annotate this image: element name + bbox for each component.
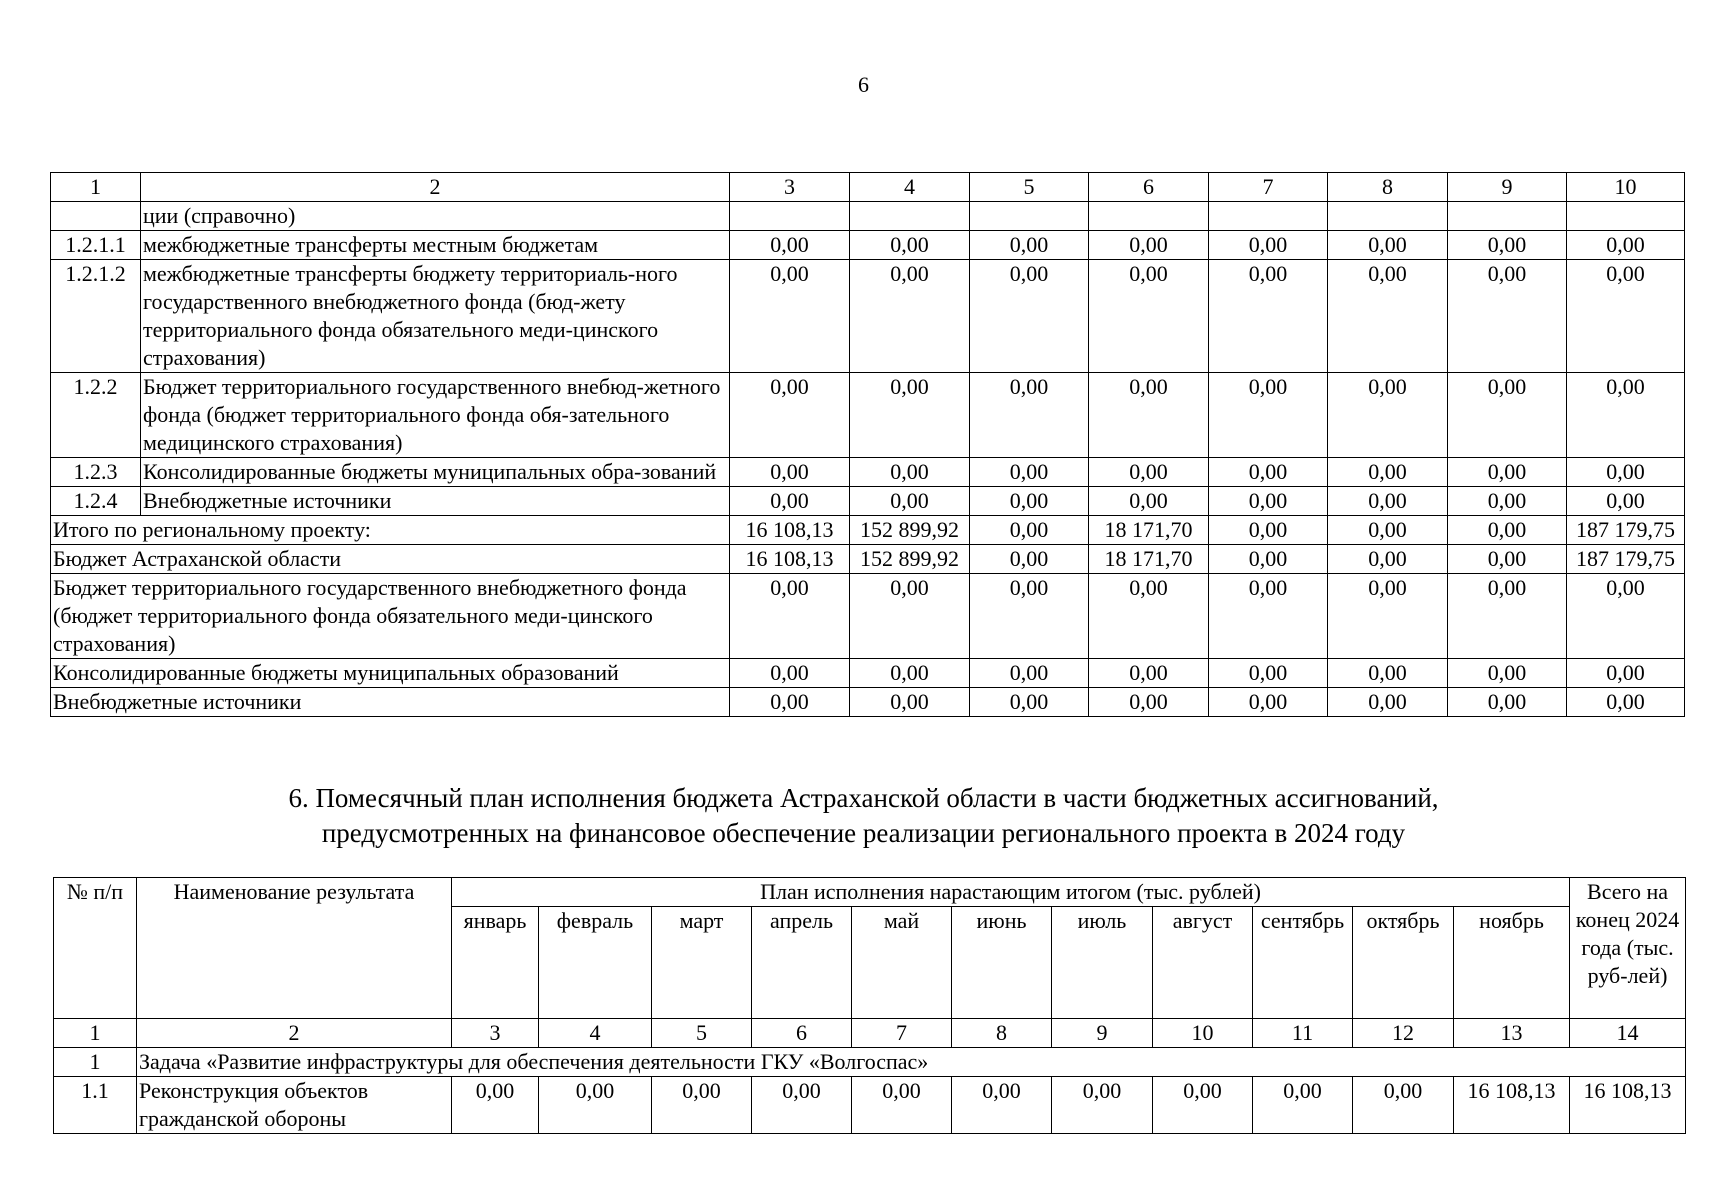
column-number-cell: 6 <box>1089 173 1209 202</box>
month-header: апрель <box>752 907 852 1019</box>
value-cell <box>1567 202 1685 231</box>
summary-name: Бюджет Астраханской области <box>51 545 730 574</box>
month-header: февраль <box>539 907 652 1019</box>
column-number-cell: 1 <box>54 1019 137 1048</box>
header-plan: План исполнения нарастающим итогом (тыс. рублей) <box>452 878 1570 907</box>
value-cell: 0,00 <box>970 659 1089 688</box>
value-cell: 0,00 <box>1209 231 1328 260</box>
header-num: № п/п <box>54 878 137 1019</box>
monthly-plan-table <box>53 877 1686 1134</box>
value-cell: 0,00 <box>1209 260 1328 373</box>
table-row <box>51 260 1685 373</box>
value-cell: 0,00 <box>970 373 1089 458</box>
summary-name: Внебюджетные источники <box>51 688 730 717</box>
value-cell: 0,00 <box>850 231 970 260</box>
row-name: межбюджетные трансферты бюджету территориаль-ного государственного внебюджетного фонда (бюд-жету территориального фонда обязательного меди-цинского страхования) <box>141 260 730 373</box>
value-cell: 0,00 <box>1567 260 1685 373</box>
value-cell: 0,00 <box>1328 659 1448 688</box>
value-cell: 0,00 <box>852 1077 952 1134</box>
summary-name: Бюджет территориального государственного внебюджетного фонда (бюджет территориального фонда обязательного меди-цинского страхования) <box>51 574 730 659</box>
value-cell: 0,00 <box>1448 545 1567 574</box>
column-number-cell: 10 <box>1567 173 1685 202</box>
header-name: Наименование результата <box>137 878 452 1019</box>
column-number-cell: 5 <box>970 173 1089 202</box>
row-code: 1.2.1.2 <box>51 260 141 373</box>
value-cell: 187 179,75 <box>1567 545 1685 574</box>
value-cell <box>1328 202 1448 231</box>
summary-name: Консолидированные бюджеты муниципальных образований <box>51 659 730 688</box>
value-cell: 0,00 <box>1209 545 1328 574</box>
value-cell <box>850 202 970 231</box>
task-code: 1 <box>54 1048 137 1077</box>
month-header: август <box>1153 907 1253 1019</box>
value-cell: 0,00 <box>1448 574 1567 659</box>
value-cell: 152 899,92 <box>850 516 970 545</box>
header-row <box>54 878 1686 907</box>
column-number-cell: 3 <box>452 1019 539 1048</box>
column-number-cell: 7 <box>1209 173 1328 202</box>
value-cell: 0,00 <box>730 260 850 373</box>
row-code: 1.2.2 <box>51 373 141 458</box>
row-code: 1.2.1.1 <box>51 231 141 260</box>
column-number-cell: 9 <box>1448 173 1567 202</box>
value-cell: 0,00 <box>652 1077 752 1134</box>
month-header: май <box>852 907 952 1019</box>
value-cell: 0,00 <box>730 688 850 717</box>
column-number-row <box>54 1019 1686 1048</box>
month-header: март <box>652 907 752 1019</box>
section-heading-line1: 6. Помесячный план исполнения бюджета Астраханской области в части бюджетных ассигнований, <box>288 783 1439 813</box>
row-code: 1.2.4 <box>51 487 141 516</box>
value-cell: 0,00 <box>1209 487 1328 516</box>
value-cell: 0,00 <box>1448 688 1567 717</box>
value-cell: 0,00 <box>1089 260 1209 373</box>
month-header: октябрь <box>1353 907 1454 1019</box>
column-number-cell: 8 <box>1328 173 1448 202</box>
value-cell: 0,00 <box>1448 487 1567 516</box>
value-cell: 0,00 <box>850 688 970 717</box>
value-cell: 0,00 <box>1448 373 1567 458</box>
value-cell <box>970 202 1089 231</box>
summary-row <box>51 545 1685 574</box>
value-cell: 187 179,75 <box>1567 516 1685 545</box>
value-cell: 0,00 <box>1089 231 1209 260</box>
value-cell: 0,00 <box>1089 373 1209 458</box>
value-cell: 0,00 <box>850 458 970 487</box>
value-cell: 0,00 <box>1328 231 1448 260</box>
value-cell <box>1448 202 1567 231</box>
section-heading-line2: предусмотренных на финансовое обеспечение реализации регионального проекта в 2024 году <box>321 818 1406 848</box>
value-cell: 0,00 <box>730 574 850 659</box>
column-number-cell: 10 <box>1153 1019 1253 1048</box>
value-cell: 0,00 <box>1567 373 1685 458</box>
value-cell: 0,00 <box>730 487 850 516</box>
column-number-cell: 6 <box>752 1019 852 1048</box>
task-row <box>54 1048 1686 1077</box>
value-cell: 0,00 <box>850 659 970 688</box>
value-cell: 0,00 <box>1089 659 1209 688</box>
value-cell: 0,00 <box>1089 688 1209 717</box>
month-header: сентябрь <box>1253 907 1353 1019</box>
column-number-cell: 13 <box>1454 1019 1570 1048</box>
value-cell: 0,00 <box>1328 487 1448 516</box>
value-cell: 0,00 <box>850 373 970 458</box>
header-total: Всего на конец 2024 года (тыс. руб-лей) <box>1570 878 1686 1019</box>
value-cell: 0,00 <box>1448 516 1567 545</box>
funding-table <box>50 172 1685 717</box>
column-number-cell: 8 <box>952 1019 1052 1048</box>
value-cell: 0,00 <box>730 373 850 458</box>
month-header: июнь <box>952 907 1052 1019</box>
value-cell: 0,00 <box>1153 1077 1253 1134</box>
value-cell: 0,00 <box>970 688 1089 717</box>
row-code <box>51 202 141 231</box>
value-cell: 0,00 <box>1328 688 1448 717</box>
column-number-cell: 1 <box>51 173 141 202</box>
column-number-cell: 11 <box>1253 1019 1353 1048</box>
value-cell <box>730 202 850 231</box>
row-code: 1.2.3 <box>51 458 141 487</box>
value-cell: 0,00 <box>1209 688 1328 717</box>
value-cell: 0,00 <box>1209 516 1328 545</box>
value-cell: 0,00 <box>1328 260 1448 373</box>
column-number-row <box>51 173 1685 202</box>
value-cell: 0,00 <box>1328 574 1448 659</box>
value-cell: 0,00 <box>730 659 850 688</box>
column-number-cell: 4 <box>539 1019 652 1048</box>
column-number-cell: 12 <box>1353 1019 1454 1048</box>
value-cell: 0,00 <box>539 1077 652 1134</box>
value-cell: 0,00 <box>970 545 1089 574</box>
summary-row <box>51 659 1685 688</box>
value-cell: 0,00 <box>1209 574 1328 659</box>
value-cell: 0,00 <box>1567 688 1685 717</box>
column-number-cell: 9 <box>1052 1019 1153 1048</box>
row-name: Реконструкция объектов гражданской обороны <box>137 1077 452 1134</box>
value-cell: 0,00 <box>970 231 1089 260</box>
value-cell: 0,00 <box>1328 458 1448 487</box>
value-cell: 0,00 <box>1567 231 1685 260</box>
row-name: ции (справочно) <box>141 202 730 231</box>
value-cell: 0,00 <box>1567 487 1685 516</box>
value-cell: 0,00 <box>970 487 1089 516</box>
month-header: ноябрь <box>1454 907 1570 1019</box>
row-name: Консолидированные бюджеты муниципальных обра-зований <box>141 458 730 487</box>
month-header: январь <box>452 907 539 1019</box>
value-cell: 0,00 <box>1089 458 1209 487</box>
value-cell: 0,00 <box>1253 1077 1353 1134</box>
value-cell: 0,00 <box>1328 516 1448 545</box>
column-number-cell: 3 <box>730 173 850 202</box>
value-cell: 0,00 <box>1089 574 1209 659</box>
row-code: 1.1 <box>54 1077 137 1134</box>
value-cell: 0,00 <box>1353 1077 1454 1134</box>
column-number-cell: 2 <box>137 1019 452 1048</box>
value-cell: 0,00 <box>1328 373 1448 458</box>
value-cell: 0,00 <box>752 1077 852 1134</box>
value-cell: 0,00 <box>1448 458 1567 487</box>
summary-row <box>51 688 1685 717</box>
table-row <box>51 458 1685 487</box>
value-cell: 0,00 <box>452 1077 539 1134</box>
value-cell: 0,00 <box>730 231 850 260</box>
month-header: июль <box>1052 907 1153 1019</box>
row-name: межбюджетные трансферты местным бюджетам <box>141 231 730 260</box>
table-row <box>51 202 1685 231</box>
value-cell: 0,00 <box>970 458 1089 487</box>
value-cell: 18 171,70 <box>1089 516 1209 545</box>
table-row <box>54 1077 1686 1134</box>
column-number-cell: 7 <box>852 1019 952 1048</box>
page-number: 6 <box>858 72 869 97</box>
value-cell: 0,00 <box>1448 659 1567 688</box>
value-cell: 0,00 <box>850 487 970 516</box>
value-cell: 0,00 <box>1448 260 1567 373</box>
value-cell: 16 108,13 <box>1570 1077 1686 1134</box>
summary-name: Итого по региональному проекту: <box>51 516 730 545</box>
column-number-cell: 14 <box>1570 1019 1686 1048</box>
value-cell: 0,00 <box>1209 659 1328 688</box>
task-name: Задача «Развитие инфраструктуры для обеспечения деятельности ГКУ «Волгоспас» <box>137 1048 1686 1077</box>
value-cell: 0,00 <box>970 574 1089 659</box>
value-cell: 0,00 <box>952 1077 1052 1134</box>
value-cell: 0,00 <box>1209 373 1328 458</box>
value-cell: 0,00 <box>1089 487 1209 516</box>
value-cell: 0,00 <box>850 574 970 659</box>
value-cell: 16 108,13 <box>1454 1077 1570 1134</box>
value-cell: 0,00 <box>1052 1077 1153 1134</box>
value-cell: 0,00 <box>970 516 1089 545</box>
value-cell: 0,00 <box>1328 545 1448 574</box>
column-number-cell: 4 <box>850 173 970 202</box>
value-cell: 152 899,92 <box>850 545 970 574</box>
table-row <box>51 231 1685 260</box>
column-number-cell: 2 <box>141 173 730 202</box>
row-name: Бюджет территориального государственного внебюд-жетного фонда (бюджет территориального фонда обя-зательного медицинского страхования) <box>141 373 730 458</box>
value-cell: 0,00 <box>970 260 1089 373</box>
table-row <box>51 373 1685 458</box>
value-cell: 0,00 <box>1448 231 1567 260</box>
value-cell <box>1209 202 1328 231</box>
column-number-cell: 5 <box>652 1019 752 1048</box>
table-row <box>51 487 1685 516</box>
row-name: Внебюджетные источники <box>141 487 730 516</box>
value-cell: 0,00 <box>1209 458 1328 487</box>
value-cell: 16 108,13 <box>730 516 850 545</box>
value-cell: 16 108,13 <box>730 545 850 574</box>
value-cell: 0,00 <box>1567 574 1685 659</box>
value-cell <box>1089 202 1209 231</box>
summary-row <box>51 574 1685 659</box>
value-cell: 0,00 <box>730 458 850 487</box>
summary-row <box>51 516 1685 545</box>
value-cell: 0,00 <box>850 260 970 373</box>
value-cell: 0,00 <box>1567 458 1685 487</box>
value-cell: 18 171,70 <box>1089 545 1209 574</box>
value-cell: 0,00 <box>1567 659 1685 688</box>
